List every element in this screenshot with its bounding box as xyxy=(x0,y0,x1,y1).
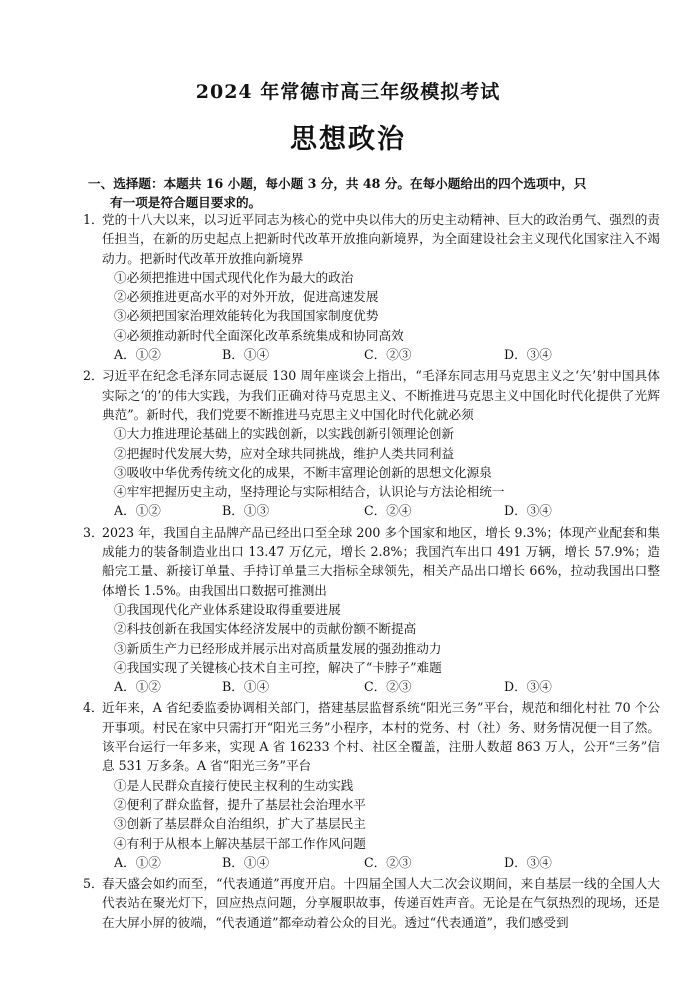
choice-d: D．③④ xyxy=(504,679,552,695)
answer-choices xyxy=(114,345,660,364)
question-number: 3． xyxy=(83,524,104,540)
question-stem: 春天盛会如约而至，“代表通道”再度开启。十四届全国人大二次会议期间，来自基层一线的全国人大代表站在聚光灯下，回应热点问题，分享履职故事，传递百姓声音。无论是在气氛热烈的现场，还是在大屏小屏的彼端，“代表通道”都牵动着公众的目光。透过“代表通道”，我们感受到 xyxy=(102,876,660,930)
choice-b: B．①④ xyxy=(222,679,270,695)
answer-choices xyxy=(114,501,660,520)
choice-d: D．③④ xyxy=(504,503,552,519)
option-2: ②便利了群众监督，提升了基层社会治理水平 xyxy=(114,796,366,812)
question-1 xyxy=(83,210,660,364)
choice-a: A．①② xyxy=(114,503,161,519)
question-number: 4． xyxy=(83,700,104,716)
option-3: ③创新了基层群众自治组织，扩大了基层民主 xyxy=(114,816,366,832)
option-3: ③吸收中华优秀传统文化的成果，不断丰富理论创新的思想文化源泉 xyxy=(114,464,492,480)
section-line-1: 一、选择题：本题共 16 小题，每小题 3 分，共 48 分。在每小题给出的四个选项中，只 xyxy=(88,176,587,191)
choice-c: C．②③ xyxy=(364,347,412,363)
question-stem: 习近平在纪念毛泽东同志诞辰 130 周年座谈会上指出，“毛泽东同志用马克思主义之‘矢’射中国具体实际之‘的’的伟大实践，为我们正确对待马克思主义、不断推进马克思主义中国化时代化提供了光辉典范”。新时代，我们党要不断推进马克思主义中国化时代化就必须 xyxy=(102,368,660,422)
question-stem: 党的十八大以来，以习近平同志为核心的党中央以伟大的历史主动精神、巨大的政治勇气、强烈的责任担当，在新的历史起点上把新时代改革开放推向新境界，为全面建设社会主义现代化国家注入不竭动力。把新时代改革开放推向新境界 xyxy=(102,212,660,266)
answer-choices xyxy=(114,853,660,872)
option-2: ②必须推进更高水平的对外开放，促进高速发展 xyxy=(114,289,379,305)
question-number: 5． xyxy=(83,876,104,892)
option-4: ④我国实现了关键核心技术自主可控，解决了“卡脖子”难题 xyxy=(114,659,442,675)
option-1: ①我国现代化产业体系建设取得重要进展 xyxy=(114,601,341,617)
option-1: ①必须把推进中国式现代化作为最大的政治 xyxy=(114,269,354,285)
choice-d: D．③④ xyxy=(504,854,552,870)
option-4: ④有利于从根本上解决基层干部工作作风问题 xyxy=(114,835,366,851)
answer-choices xyxy=(114,677,660,696)
question-3 xyxy=(83,523,660,697)
choice-c: C．②③ xyxy=(364,679,412,695)
question-number: 1． xyxy=(83,212,104,227)
question-2 xyxy=(83,366,660,520)
questions-list xyxy=(0,210,696,932)
choice-c: C．②③ xyxy=(364,854,412,870)
question-4 xyxy=(83,698,660,872)
section-line-2: 有一项是符合题目要求的。 xyxy=(110,195,262,210)
option-1: ①大力推进理论基础上的实践创新，以实践创新引领理论创新 xyxy=(114,426,455,442)
option-2: ②把握时代发展大势，应对全球共同挑战，维护人类共同利益 xyxy=(114,445,455,461)
choice-a: A．①② xyxy=(114,854,161,870)
exam-title: 2024 年常德市高三年级模拟考试 xyxy=(195,81,501,103)
choice-b: B．①③ xyxy=(222,503,270,519)
question-number: 2． xyxy=(83,368,104,384)
choice-a: A．①② xyxy=(114,679,161,695)
choice-b: B．①④ xyxy=(222,347,270,363)
choice-a: A．①② xyxy=(114,347,161,363)
subject-title: 思想政治 xyxy=(290,124,406,155)
option-3: ③新质生产力已经形成并展示出对高质量发展的强劲推动力 xyxy=(114,640,442,656)
choice-d: D．③④ xyxy=(504,347,552,363)
option-2: ②科技创新在我国实体经济发展中的贡献份额不断提高 xyxy=(114,621,417,637)
option-4: ④必须推动新时代全面深化改革系统集成和协同高效 xyxy=(114,327,404,343)
option-3: ③必须把国家治理效能转化为我国国家制度优势 xyxy=(114,308,379,324)
question-stem: 2023 年，我国自主品牌产品已经出口至全球 200 多个国家和地区，增长 9.3%；体现产业配套和集成能力的装备制造业出口 13.47 万亿元，增长 2.8%；我国汽车出口 491 万辆，增长 57.9%；造船完工量、新接订单量、手持订单量三大指标全球领先，相关产品出口增长 66%，拉动我国出口整体增长 1.5%。由我国出口数据可推测出 xyxy=(102,524,660,598)
option-4: ④牢牢把握历史主动，坚持理论与实际相结合，认识论与方法论相统一 xyxy=(114,484,505,500)
choice-c: C．②④ xyxy=(364,503,412,519)
question-5 xyxy=(83,874,660,932)
section-instructions xyxy=(88,174,648,212)
question-stem: 近年来，A 省纪委监委协调相关部门，搭建基层监督系统“阳光三务”平台，规范和细化村社 70 个公开事项。村民在家中只需打开“阳光三务”小程序，本村的党务、村（社）务、财务情况便一目了然。该平台运行一年多来，实现 A 省 16233 个村、社区全覆盖，注册人数超 863 万人，公开“三务”信息 531 万多条。A 省“阳光三务”平台 xyxy=(102,700,660,774)
option-1: ①是人民群众直接行使民主权利的生动实践 xyxy=(114,777,354,793)
choice-b: B．①④ xyxy=(222,854,270,870)
